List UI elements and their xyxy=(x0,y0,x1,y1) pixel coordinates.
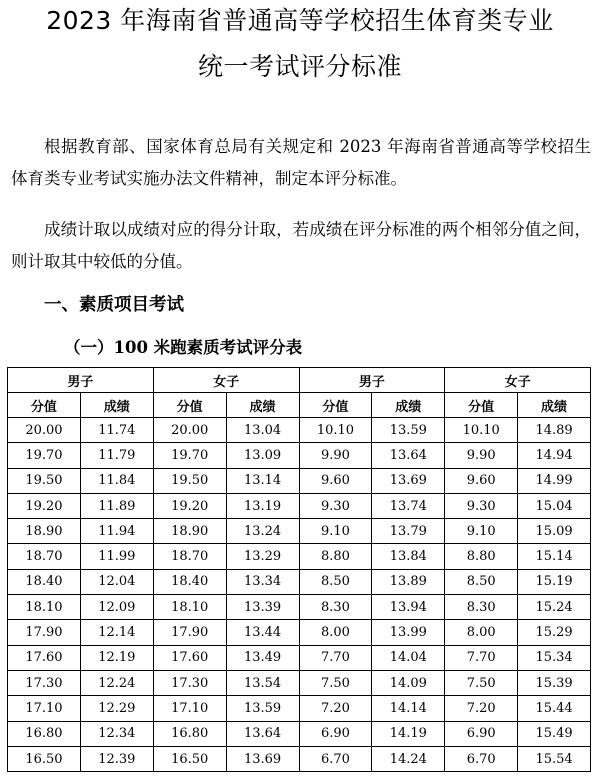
result-cell: 13.64 xyxy=(372,443,445,468)
score-cell: 8.50 xyxy=(299,569,372,594)
score-cell: 8.30 xyxy=(299,595,372,620)
result-cell: 12.19 xyxy=(80,645,153,670)
score-cell: 16.80 xyxy=(153,721,226,746)
result-cell: 13.14 xyxy=(226,468,299,493)
result-cell: 15.14 xyxy=(518,544,591,569)
document-title-line-2: 统一考试评分标准 xyxy=(197,52,402,81)
table-row xyxy=(8,519,591,544)
score-cell: 7.20 xyxy=(445,696,518,721)
score-cell: 8.30 xyxy=(445,595,518,620)
result-cell: 13.69 xyxy=(372,468,445,493)
result-cell: 12.34 xyxy=(80,721,153,746)
result-cell: 15.09 xyxy=(518,519,591,544)
result-cell: 13.09 xyxy=(226,443,299,468)
score-cell: 6.90 xyxy=(445,721,518,746)
result-cell: 13.04 xyxy=(226,418,299,443)
table-row xyxy=(8,645,591,670)
table-row xyxy=(8,670,591,695)
score-cell: 18.10 xyxy=(153,595,226,620)
score-cell: 20.00 xyxy=(8,418,81,443)
table-row xyxy=(8,544,591,569)
score-table-body xyxy=(8,418,591,772)
result-cell: 13.69 xyxy=(226,746,299,771)
score-cell: 20.00 xyxy=(153,418,226,443)
result-cell: 13.59 xyxy=(226,696,299,721)
group-header-female: 女子 xyxy=(153,368,299,393)
table-row xyxy=(8,418,591,443)
table-row xyxy=(8,443,591,468)
result-cell: 15.44 xyxy=(518,696,591,721)
score-cell: 17.10 xyxy=(153,696,226,721)
score-cell: 6.70 xyxy=(299,746,372,771)
result-cell: 13.34 xyxy=(226,569,299,594)
score-cell: 8.80 xyxy=(445,544,518,569)
score-cell: 19.20 xyxy=(153,493,226,518)
result-cell: 11.94 xyxy=(80,519,153,544)
result-cell: 13.59 xyxy=(372,418,445,443)
result-cell: 15.39 xyxy=(518,670,591,695)
result-cell: 12.14 xyxy=(80,620,153,645)
table-row xyxy=(8,493,591,518)
column-header-score: 分值 xyxy=(153,393,226,418)
score-cell: 9.60 xyxy=(445,468,518,493)
table-row xyxy=(8,468,591,493)
score-cell: 8.80 xyxy=(299,544,372,569)
score-cell: 9.10 xyxy=(445,519,518,544)
score-cell: 18.90 xyxy=(153,519,226,544)
group-header-male: 男子 xyxy=(8,368,154,393)
result-cell: 14.24 xyxy=(372,746,445,771)
result-cell: 12.09 xyxy=(80,595,153,620)
table-row xyxy=(8,746,591,771)
column-header-score: 分值 xyxy=(445,393,518,418)
score-cell: 19.20 xyxy=(8,493,81,518)
score-cell: 18.10 xyxy=(8,595,81,620)
score-cell: 18.70 xyxy=(153,544,226,569)
result-cell: 14.94 xyxy=(518,443,591,468)
score-cell: 17.60 xyxy=(153,645,226,670)
score-cell: 9.30 xyxy=(299,493,372,518)
result-cell: 13.74 xyxy=(372,493,445,518)
result-cell: 13.64 xyxy=(226,721,299,746)
group-header-male: 男子 xyxy=(299,368,445,393)
result-cell: 15.29 xyxy=(518,620,591,645)
result-cell: 15.54 xyxy=(518,746,591,771)
document-title-line-1: 2023 年海南省普通高等学校招生体育类专业 xyxy=(46,6,554,35)
score-cell: 19.70 xyxy=(153,443,226,468)
score-cell: 17.90 xyxy=(8,620,81,645)
result-cell: 13.94 xyxy=(372,595,445,620)
result-cell: 13.49 xyxy=(226,645,299,670)
result-cell: 13.29 xyxy=(226,544,299,569)
score-cell: 8.00 xyxy=(445,620,518,645)
result-cell: 14.14 xyxy=(372,696,445,721)
score-cell: 16.50 xyxy=(153,746,226,771)
score-cell: 17.30 xyxy=(8,670,81,695)
score-cell: 18.40 xyxy=(153,569,226,594)
table-column-header-row xyxy=(8,393,591,418)
score-table xyxy=(7,367,591,772)
result-cell: 11.89 xyxy=(80,493,153,518)
result-cell: 14.99 xyxy=(518,468,591,493)
subsection-heading: （一）100 米跑素质考试评分表 xyxy=(64,338,303,357)
column-header-result: 成绩 xyxy=(80,393,153,418)
table-row xyxy=(8,696,591,721)
scoring-rule-paragraph: 成绩计取以成绩对应的得分计取，若成绩在评分标准的两个相邻分值之间，则计取其中较低的分值。 xyxy=(11,220,591,271)
result-cell: 11.79 xyxy=(80,443,153,468)
column-header-result: 成绩 xyxy=(518,393,591,418)
table-row xyxy=(8,569,591,594)
score-cell: 9.30 xyxy=(445,493,518,518)
table-row xyxy=(8,620,591,645)
score-cell: 18.90 xyxy=(8,519,81,544)
score-cell: 17.90 xyxy=(153,620,226,645)
column-header-result: 成绩 xyxy=(372,393,445,418)
score-cell: 17.30 xyxy=(153,670,226,695)
result-cell: 13.44 xyxy=(226,620,299,645)
table-row xyxy=(8,721,591,746)
score-cell: 16.80 xyxy=(8,721,81,746)
score-cell: 7.20 xyxy=(299,696,372,721)
column-header-score: 分值 xyxy=(299,393,372,418)
result-cell: 13.39 xyxy=(226,595,299,620)
score-cell: 16.50 xyxy=(8,746,81,771)
result-cell: 13.89 xyxy=(372,569,445,594)
score-cell: 8.50 xyxy=(445,569,518,594)
score-cell: 9.60 xyxy=(299,468,372,493)
score-cell: 7.70 xyxy=(445,645,518,670)
score-cell: 9.90 xyxy=(299,443,372,468)
score-cell: 7.50 xyxy=(445,670,518,695)
result-cell: 15.49 xyxy=(518,721,591,746)
score-cell: 19.50 xyxy=(8,468,81,493)
column-header-result: 成绩 xyxy=(226,393,299,418)
result-cell: 14.04 xyxy=(372,645,445,670)
table-group-header-row xyxy=(8,368,591,393)
score-cell: 17.10 xyxy=(8,696,81,721)
result-cell: 11.99 xyxy=(80,544,153,569)
result-cell: 11.74 xyxy=(80,418,153,443)
result-cell: 14.09 xyxy=(372,670,445,695)
intro-paragraph: 根据教育部、国家体育总局有关规定和 2023 年海南省普通高等学校招生体育类专业考试实施办法文件精神，制定本评分标准。 xyxy=(11,137,591,188)
result-cell: 13.79 xyxy=(372,519,445,544)
score-cell: 19.50 xyxy=(153,468,226,493)
result-cell: 13.54 xyxy=(226,670,299,695)
result-cell: 13.19 xyxy=(226,493,299,518)
score-cell: 6.70 xyxy=(445,746,518,771)
score-cell: 19.70 xyxy=(8,443,81,468)
result-cell: 13.24 xyxy=(226,519,299,544)
score-cell: 17.60 xyxy=(8,645,81,670)
score-cell: 9.10 xyxy=(299,519,372,544)
result-cell: 15.04 xyxy=(518,493,591,518)
result-cell: 12.39 xyxy=(80,746,153,771)
score-cell: 9.90 xyxy=(445,443,518,468)
result-cell: 14.19 xyxy=(372,721,445,746)
result-cell: 14.89 xyxy=(518,418,591,443)
result-cell: 12.04 xyxy=(80,569,153,594)
result-cell: 15.34 xyxy=(518,645,591,670)
score-cell: 10.10 xyxy=(299,418,372,443)
section-heading: 一、素质项目考试 xyxy=(44,295,184,315)
result-cell: 15.24 xyxy=(518,595,591,620)
score-cell: 7.70 xyxy=(299,645,372,670)
result-cell: 12.29 xyxy=(80,696,153,721)
score-cell: 18.70 xyxy=(8,544,81,569)
column-header-score: 分值 xyxy=(8,393,81,418)
result-cell: 13.84 xyxy=(372,544,445,569)
score-cell: 18.40 xyxy=(8,569,81,594)
result-cell: 15.19 xyxy=(518,569,591,594)
score-cell: 8.00 xyxy=(299,620,372,645)
group-header-female: 女子 xyxy=(445,368,591,393)
score-cell: 10.10 xyxy=(445,418,518,443)
table-row xyxy=(8,595,591,620)
score-cell: 6.90 xyxy=(299,721,372,746)
result-cell: 11.84 xyxy=(80,468,153,493)
result-cell: 12.24 xyxy=(80,670,153,695)
result-cell: 13.99 xyxy=(372,620,445,645)
score-cell: 7.50 xyxy=(299,670,372,695)
